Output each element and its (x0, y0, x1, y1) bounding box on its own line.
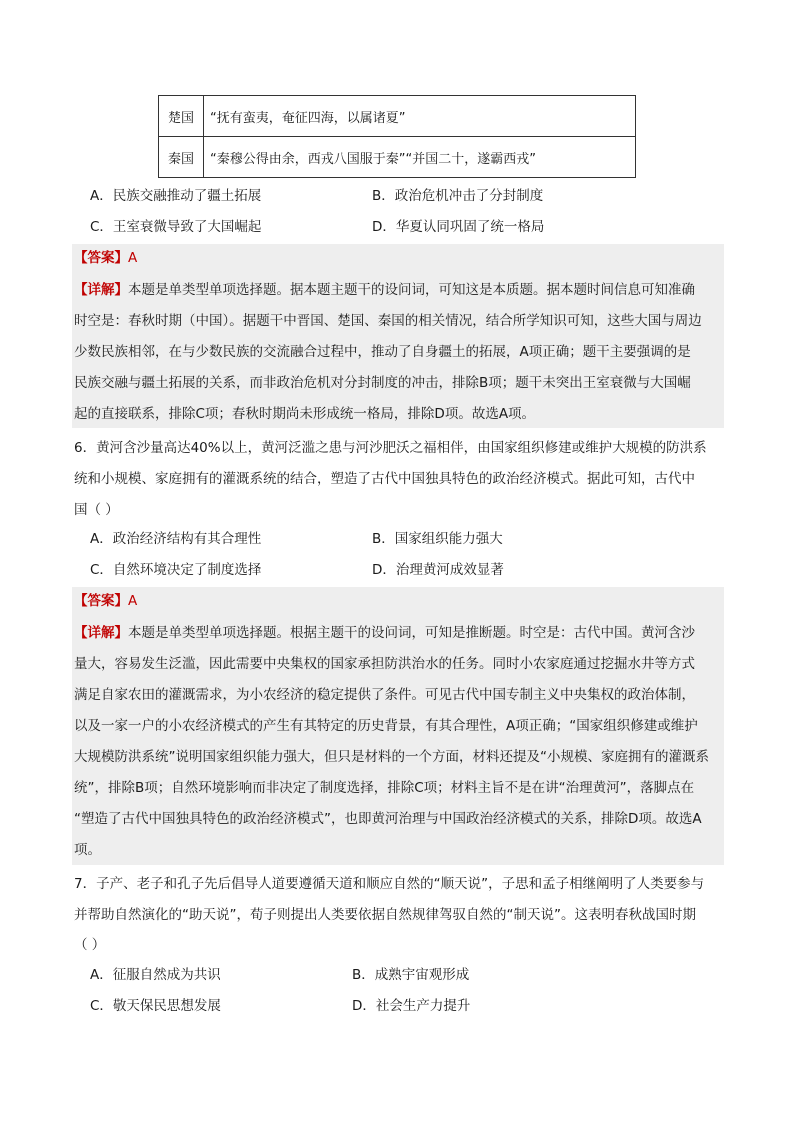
table-row (159, 137, 636, 178)
q6-detail-line: 以及一家一户的小农经济模式的产生有其特定的历史背景，有其合理性，A项正确；“国家组织修建或维护 (74, 718, 698, 734)
q6-detail-line: 项。 (74, 842, 101, 858)
q6-stem-line: 国（ ） (74, 502, 119, 518)
detail-tag: 【详解】 (74, 625, 128, 641)
q5-option-c: C．王室衰微导致了大国崛起 (90, 219, 262, 235)
detail-tag: 【详解】 (74, 282, 128, 298)
q7-option-a: A．征服自然成为共识 (90, 967, 221, 983)
q6-answer (74, 590, 137, 612)
quote-cell: “秦穆公得由余，西戎八国服于秦”“并国二十，遂霸西戎” (204, 137, 636, 178)
q6-detail-line: 量大，容易发生泛滥，因此需要中央集权的国家承担防洪治水的任务。同时小农家庭通过挖掘水井等方式 (74, 656, 695, 672)
q7-option-d: D．社会生产力提升 (352, 998, 471, 1014)
state-cell: 楚国 (159, 96, 204, 137)
q5-option-b: B．政治危机冲击了分封制度 (372, 188, 544, 204)
q7-stem-line: （ ） (74, 937, 106, 953)
q7-stem-line: 并帮助自然演化的“助天说”，荀子则提出人类要依据自然规律驾驭自然的“制天说”。这表明春秋战国时期 (74, 907, 696, 923)
q7-option-b: B．成熟宇宙观形成 (352, 967, 470, 983)
q6-option-b: B．国家组织能力强大 (372, 531, 503, 547)
q5-detail-line: 起的直接联系，排除C项；春秋时期尚未形成统一格局，排除D项。故选A项。 (74, 406, 536, 422)
q7-stem-line: 7．子产、老子和孔子先后倡导人道要遵循天道和顺应自然的“顺天说”，子思和孟子相继阐明了人类要参与 (74, 876, 705, 892)
quote-cell: “抚有蛮夷，奄征四海，以属诸夏” (204, 96, 636, 137)
q5-answer (74, 247, 137, 269)
q6-stem-line: 统和小规模、家庭拥有的灌溉系统的结合，塑造了古代中国独具特色的政治经济模式。据此可知，古代中 (74, 471, 695, 487)
table-row (159, 96, 636, 137)
q6-stem-line: 6．黄河含沙量高达40%以上，黄河泛滥之患与河沙肥沃之福相伴，由国家组织修建或维护大规模的防洪系 (74, 440, 707, 456)
q5-option-d: D．华夏认同巩固了统一格局 (372, 219, 545, 235)
q5-detail-line: 少数民族相邻，在与少数民族的交流融合过程中，推动了自身疆土的拓展，A项正确；题干主要强调的是 (74, 344, 691, 360)
q6-option-a: A．政治经济结构有其合理性 (90, 531, 262, 547)
q5-detail-line: 时空是：春秋时期（中国）。据题干中晋国、楚国、秦国的相关情况，结合所学知识可知，这些大国与周边 (74, 313, 702, 329)
answer-tag: 【答案】 (74, 250, 128, 266)
q5-detail-line: 【详解】本题是单类型单项选择题。据本题主题干的设问词，可知这是本质题。据本题时间信息可知准确 (74, 282, 695, 298)
q5-detail-line: 民族交融与疆土拓展的关系，而非政治危机对分封制度的冲击，排除B项；题干未突出王室衰微与大国崛 (74, 375, 691, 391)
state-cell: 秦国 (159, 137, 204, 178)
q6-detail-line: 大规模防洪系统”说明国家组织能力强大，但只是材料的一个方面，材料还提及“小规模、家庭拥有的灌溉系 (74, 749, 709, 765)
q7-option-c: C．敬天保民思想发展 (90, 998, 221, 1014)
q6-option-c: C．自然环境决定了制度选择 (90, 562, 262, 578)
q5-answer-block (72, 244, 724, 428)
q6-detail-line: 统”，排除B项；自然环境影响而非决定了制度选择，排除C项；材料主旨不是在讲“治理黄河”，落脚点在 (74, 780, 695, 796)
answer-tag: 【答案】 (74, 593, 128, 609)
q6-detail-line: 满足自家农田的灌溉需求，为小农经济的稳定提供了条件。可见古代中国专制主义中央集权的政治体制， (74, 687, 695, 703)
source-table (158, 95, 636, 178)
answer-value: A (128, 593, 138, 609)
answer-value: A (128, 250, 138, 266)
q5-option-a: A．民族交融推动了疆土拓展 (90, 188, 262, 204)
q6-detail-line: 【详解】本题是单类型单项选择题。根据主题干的设问词，可知是推断题。时空是：古代中国。黄河含沙 (74, 625, 695, 641)
q6-detail-line: “塑造了古代中国独具特色的政治经济模式”，也即黄河治理与中国政治经济模式的关系，排除D项。故选A (74, 811, 702, 827)
q6-option-d: D．治理黄河成效显著 (372, 562, 504, 578)
